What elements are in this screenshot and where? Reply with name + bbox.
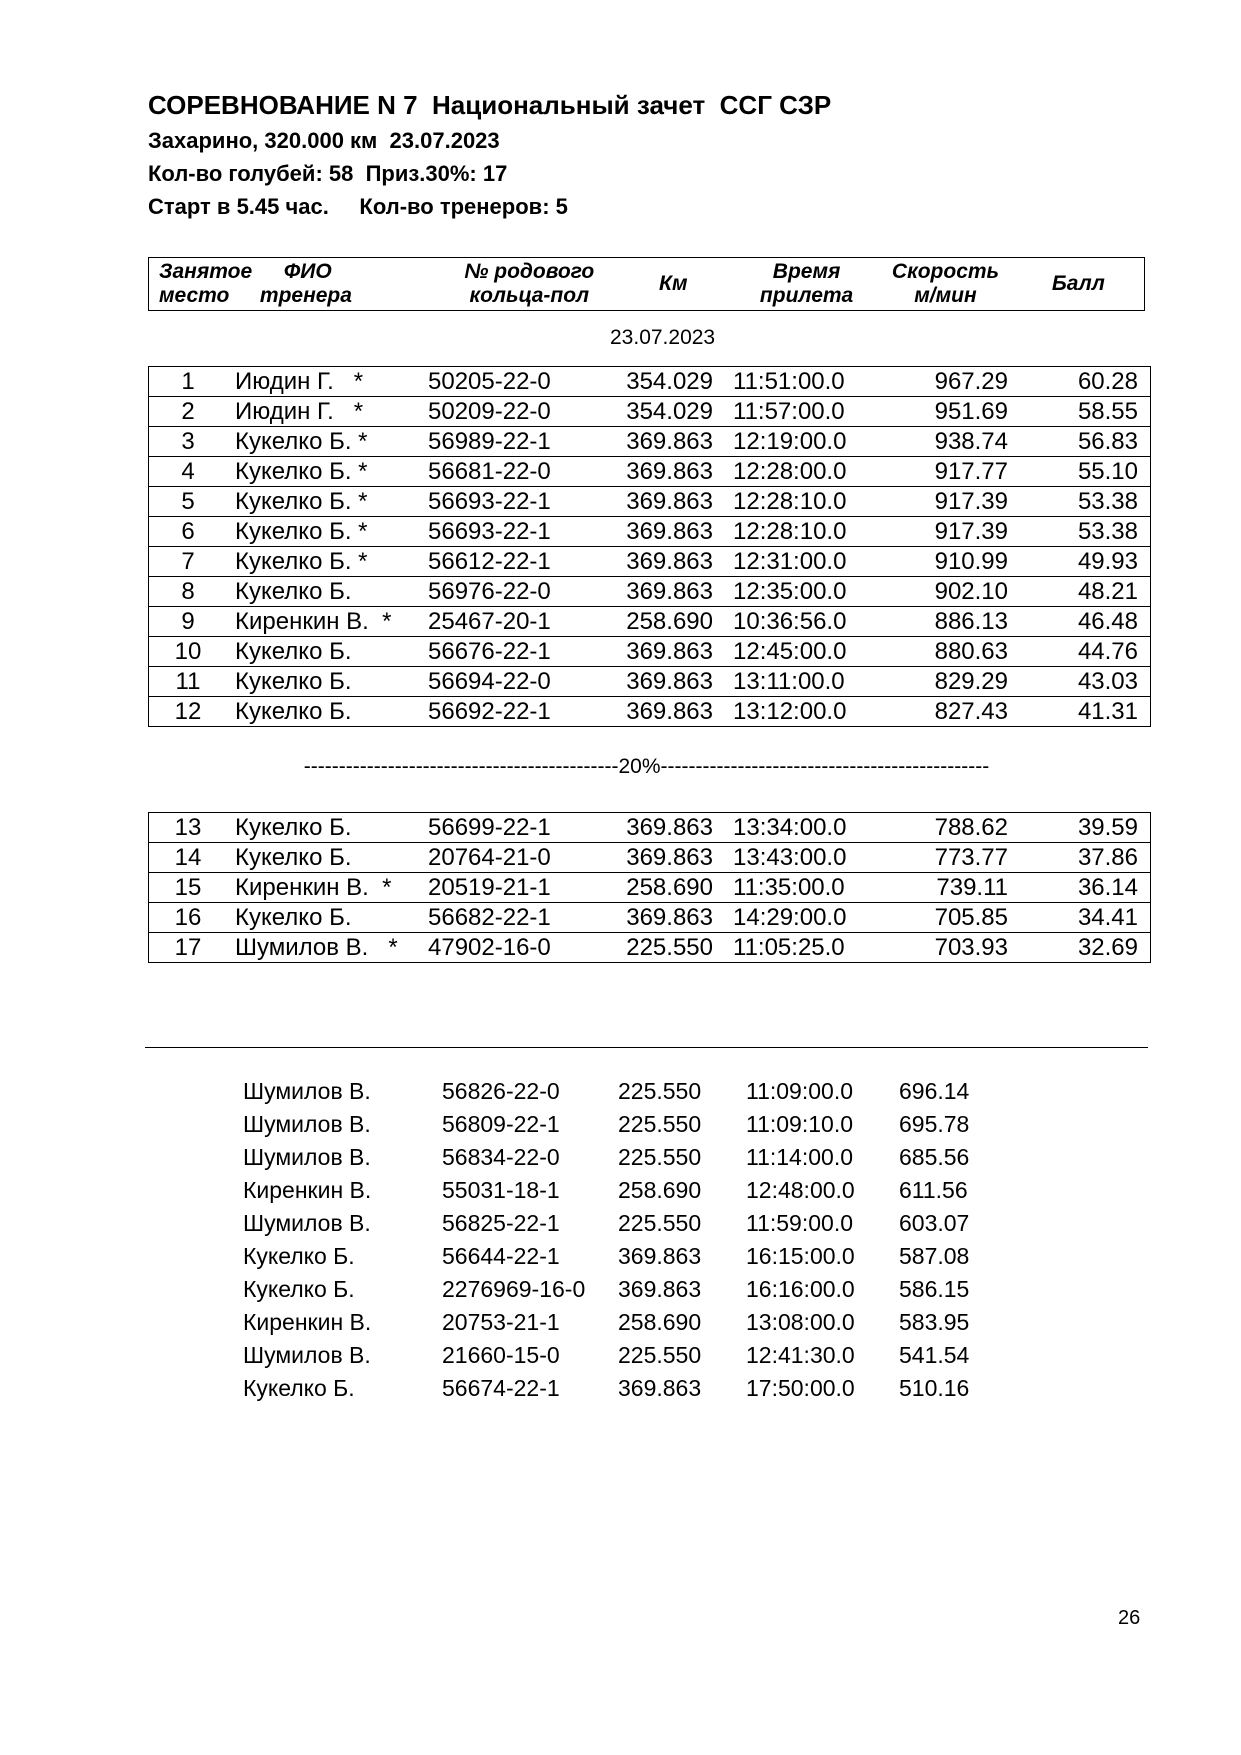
- cell-trainer: Кукелко Б.: [227, 843, 424, 873]
- col-header-km: Км: [618, 258, 735, 311]
- item-ring: 55031-18-1: [442, 1177, 560, 1203]
- cell-ring: 20764-21-0: [424, 843, 603, 873]
- item-ring: 56644-22-1: [442, 1243, 560, 1269]
- cell-trainer: Кукелко Б.: [227, 813, 424, 843]
- cell-km: 369.863: [603, 517, 719, 547]
- table-row: [149, 487, 1151, 517]
- item-trainer: Шумилов В.: [243, 1210, 371, 1236]
- item-speed: 685.56: [899, 1144, 970, 1170]
- cell-place: 12: [149, 697, 228, 727]
- cell-ball: 44.76: [1008, 637, 1151, 667]
- cell-trainer: Июдин Г. *: [227, 367, 424, 397]
- cell-ball: 58.55: [1008, 397, 1151, 427]
- cell-place: 5: [149, 487, 228, 517]
- results-column-header: [148, 257, 1145, 311]
- cell-speed: 886.13: [875, 607, 1008, 637]
- cell-arrival-time: 13:11:00.0: [719, 667, 875, 697]
- cell-speed: 917.39: [875, 487, 1008, 517]
- item-km: 225.550: [618, 1210, 702, 1236]
- cell-trainer: Кукелко Б. *: [227, 487, 424, 517]
- cell-arrival-time: 12:31:00.0: [719, 547, 875, 577]
- item-ring: 20753-21-1: [442, 1309, 560, 1335]
- cell-speed: 917.77: [875, 457, 1008, 487]
- cell-ring: 56699-22-1: [424, 813, 603, 843]
- cell-ring: 50209-22-0: [424, 397, 603, 427]
- cell-trainer: Кукелко Б. *: [227, 547, 424, 577]
- cell-place: 11: [149, 667, 228, 697]
- cell-ball: 34.41: [1008, 903, 1151, 933]
- table-row: [149, 813, 1151, 843]
- cell-ring: 47902-16-0: [424, 933, 603, 963]
- cell-place: 9: [149, 607, 228, 637]
- page-number: 26: [1118, 1607, 1141, 1629]
- cell-arrival-time: 12:28:10.0: [719, 517, 875, 547]
- cell-arrival-time: 12:28:00.0: [719, 457, 875, 487]
- cell-ring: 56681-22-0: [424, 457, 603, 487]
- cell-place: 8: [149, 577, 228, 607]
- race-date-label: 23.07.2023: [610, 326, 716, 349]
- col-header-ball: Балл: [1013, 258, 1145, 311]
- table-row: [149, 517, 1151, 547]
- cell-speed: 827.43: [875, 697, 1008, 727]
- cell-arrival-time: 12:45:00.0: [719, 637, 875, 667]
- item-arrival-time: 11:09:00.0: [746, 1078, 854, 1104]
- col-header-speed: Скорость м/мин: [878, 258, 1012, 311]
- cell-place: 15: [149, 873, 228, 903]
- cell-arrival-time: 11:51:00.0: [719, 367, 875, 397]
- cell-km: 369.863: [603, 547, 719, 577]
- cell-speed: 705.85: [875, 903, 1008, 933]
- cell-place: 6: [149, 517, 228, 547]
- item-speed: 696.14: [899, 1078, 970, 1104]
- item-ring: 56825-22-1: [442, 1210, 560, 1236]
- item-arrival-time: 12:48:00.0: [746, 1177, 855, 1203]
- cell-place: 7: [149, 547, 228, 577]
- cell-trainer: Кукелко Б. *: [227, 517, 424, 547]
- cell-place: 1: [149, 367, 228, 397]
- cell-km: 354.029: [603, 367, 719, 397]
- cell-arrival-time: 12:19:00.0: [719, 427, 875, 457]
- results-top-body: [149, 367, 1151, 727]
- cell-trainer: Шумилов В. *: [227, 933, 424, 963]
- item-ring: 56809-22-1: [442, 1111, 560, 1137]
- cell-arrival-time: 13:43:00.0: [719, 843, 875, 873]
- cell-speed: 910.99: [875, 547, 1008, 577]
- cell-ball: 36.14: [1008, 873, 1151, 903]
- item-km: 258.690: [618, 1309, 702, 1335]
- item-km: 225.550: [618, 1342, 702, 1368]
- item-km: 225.550: [618, 1111, 702, 1137]
- cell-ball: 53.38: [1008, 487, 1151, 517]
- document-header: [148, 88, 831, 223]
- item-arrival-time: 16:15:00.0: [746, 1243, 855, 1269]
- table-row: [149, 367, 1151, 397]
- table-row: [149, 873, 1151, 903]
- cell-place: 4: [149, 457, 228, 487]
- cell-speed: 951.69: [875, 397, 1008, 427]
- item-arrival-time: 13:08:00.0: [746, 1309, 855, 1335]
- cell-ball: 39.59: [1008, 813, 1151, 843]
- results-bottom-body: [149, 813, 1151, 963]
- table-row: [149, 933, 1151, 963]
- pigeon-count-prizes: Кол-во голубей: 58 Приз.30%: 17: [148, 161, 508, 186]
- item-km: 369.863: [618, 1276, 702, 1302]
- item-km: 225.550: [618, 1078, 702, 1104]
- cell-ring: 25467-20-1: [424, 607, 603, 637]
- table-row: [149, 607, 1151, 637]
- item-ring: 21660-15-0: [442, 1342, 560, 1368]
- cell-arrival-time: 12:28:10.0: [719, 487, 875, 517]
- item-trainer: Кукелко Б.: [243, 1243, 355, 1269]
- table-row: [149, 427, 1151, 457]
- table-row: [149, 457, 1151, 487]
- item-speed: 611.56: [899, 1177, 968, 1203]
- page-title: СОРЕВНОВАНИЕ N 7 Национальный зачет ССГ СЗР: [148, 90, 832, 120]
- item-trainer: Шумилов В.: [243, 1342, 371, 1368]
- cell-speed: 739.11: [875, 873, 1008, 903]
- cell-speed: 788.62: [875, 813, 1008, 843]
- results-table-bottom: [148, 812, 1151, 963]
- cell-trainer: Июдин Г. *: [227, 397, 424, 427]
- cell-ring: 20519-21-1: [424, 873, 603, 903]
- item-km: 258.690: [618, 1177, 702, 1203]
- item-trainer: Киренкин В.: [243, 1177, 372, 1203]
- cell-ball: 37.86: [1008, 843, 1151, 873]
- item-arrival-time: 17:50:00.0: [746, 1375, 855, 1401]
- cell-km: 258.690: [603, 607, 719, 637]
- cell-trainer: Кукелко Б.: [227, 903, 424, 933]
- cell-ring: 56976-22-0: [424, 577, 603, 607]
- cell-ball: 48.21: [1008, 577, 1151, 607]
- table-row: [149, 637, 1151, 667]
- location-distance-date: Захарино, 320.000 км 23.07.2023: [148, 128, 500, 153]
- cell-place: 13: [149, 813, 228, 843]
- cell-km: 369.863: [603, 843, 719, 873]
- col-header-time: Время прилета: [735, 258, 878, 311]
- cell-ball: 46.48: [1008, 607, 1151, 637]
- cell-km: 369.863: [603, 487, 719, 517]
- table-row: [149, 843, 1151, 873]
- cell-trainer: Кукелко Б.: [227, 697, 424, 727]
- table-row: [149, 547, 1151, 577]
- item-trainer: Киренкин В.: [243, 1309, 372, 1335]
- cell-ball: 60.28: [1008, 367, 1151, 397]
- cell-place: 14: [149, 843, 228, 873]
- cell-km: 369.863: [603, 637, 719, 667]
- item-arrival-time: 11:59:00.0: [746, 1210, 854, 1236]
- col-header-place: Занятое место: [149, 258, 238, 311]
- cell-speed: 703.93: [875, 933, 1008, 963]
- item-arrival-time: 11:09:10.0: [746, 1111, 854, 1137]
- cell-arrival-time: 11:57:00.0: [719, 397, 875, 427]
- cell-arrival-time: 13:12:00.0: [719, 697, 875, 727]
- cell-ball: 32.69: [1008, 933, 1151, 963]
- item-km: 369.863: [618, 1375, 702, 1401]
- item-ring: 2276969-16-0: [442, 1276, 586, 1302]
- table-row: [149, 397, 1151, 427]
- item-ring: 56674-22-1: [442, 1375, 560, 1401]
- cell-speed: 917.39: [875, 517, 1008, 547]
- item-speed: 603.07: [899, 1210, 970, 1236]
- table-row: [149, 667, 1151, 697]
- item-ring: 56826-22-0: [442, 1078, 560, 1104]
- cell-trainer: Кукелко Б.: [227, 667, 424, 697]
- cell-ball: 53.38: [1008, 517, 1151, 547]
- cell-km: 369.863: [603, 903, 719, 933]
- cell-arrival-time: 10:36:56.0: [719, 607, 875, 637]
- col-header-ring: № родового кольца-пол: [437, 258, 618, 311]
- cell-arrival-time: 11:35:00.0: [719, 873, 875, 903]
- cell-place: 16: [149, 903, 228, 933]
- results-table-top: [148, 366, 1151, 727]
- item-arrival-time: 12:41:30.0: [746, 1342, 855, 1368]
- cell-place: 10: [149, 637, 228, 667]
- cell-ring: 56694-22-0: [424, 667, 603, 697]
- cell-place: 2: [149, 397, 228, 427]
- cell-ring: 56612-22-1: [424, 547, 603, 577]
- item-trainer: Кукелко Б.: [243, 1276, 355, 1302]
- cell-ball: 56.83: [1008, 427, 1151, 457]
- cell-ring: 50205-22-0: [424, 367, 603, 397]
- item-km: 369.863: [618, 1243, 702, 1269]
- cell-km: 258.690: [603, 873, 719, 903]
- item-arrival-time: 16:16:00.0: [746, 1276, 855, 1302]
- table-row: [149, 577, 1151, 607]
- cell-km: 369.863: [603, 667, 719, 697]
- cell-ring: 56676-22-1: [424, 637, 603, 667]
- cell-ball: 43.03: [1008, 667, 1151, 697]
- item-trainer: Шумилов В.: [243, 1078, 371, 1104]
- cell-ring: 56989-22-1: [424, 427, 603, 457]
- cell-trainer: Кукелко Б.: [227, 637, 424, 667]
- item-speed: 695.78: [899, 1111, 970, 1137]
- cell-place: 17: [149, 933, 228, 963]
- cell-arrival-time: 13:34:00.0: [719, 813, 875, 843]
- cell-km: 369.863: [603, 813, 719, 843]
- item-trainer: Шумилов В.: [243, 1144, 371, 1170]
- item-trainer: Шумилов В.: [243, 1111, 371, 1137]
- cell-speed: 938.74: [875, 427, 1008, 457]
- cell-place: 3: [149, 427, 228, 457]
- cell-speed: 967.29: [875, 367, 1008, 397]
- cell-arrival-time: 14:29:00.0: [719, 903, 875, 933]
- start-time-trainers: Старт в 5.45 час. Кол-во тренеров: 5: [148, 194, 568, 219]
- cell-km: 369.863: [603, 697, 719, 727]
- item-km: 225.550: [618, 1144, 702, 1170]
- cell-speed: 880.63: [875, 637, 1008, 667]
- item-speed: 587.08: [899, 1243, 970, 1269]
- cell-trainer: Кукелко Б.: [227, 577, 424, 607]
- cell-speed: 829.29: [875, 667, 1008, 697]
- cell-ring: 56693-22-1: [424, 517, 603, 547]
- cell-ball: 49.93: [1008, 547, 1151, 577]
- cell-km: 369.863: [603, 457, 719, 487]
- cell-speed: 773.77: [875, 843, 1008, 873]
- item-speed: 541.54: [899, 1342, 970, 1368]
- cell-trainer: Кукелко Б. *: [227, 457, 424, 487]
- item-arrival-time: 11:14:00.0: [746, 1144, 854, 1170]
- cell-ball: 41.31: [1008, 697, 1151, 727]
- cell-ring: 56693-22-1: [424, 487, 603, 517]
- col-header-name: ФИО тренера: [238, 258, 437, 311]
- cell-ring: 56692-22-1: [424, 697, 603, 727]
- cell-ball: 55.10: [1008, 457, 1151, 487]
- table-row: [149, 903, 1151, 933]
- cell-km: 369.863: [603, 577, 719, 607]
- table-row: [149, 697, 1151, 727]
- cell-trainer: Киренкин В. *: [227, 607, 424, 637]
- percent-separator: ---------------------------------------------20%-----------------------------------------------: [303, 755, 990, 778]
- item-trainer: Кукелко Б.: [243, 1375, 355, 1401]
- cell-km: 354.029: [603, 397, 719, 427]
- cell-trainer: Киренкин В. *: [227, 873, 424, 903]
- cell-trainer: Кукелко Б. *: [227, 427, 424, 457]
- item-speed: 510.16: [899, 1375, 970, 1401]
- cell-speed: 902.10: [875, 577, 1008, 607]
- item-speed: 586.15: [899, 1276, 970, 1302]
- cell-km: 225.550: [603, 933, 719, 963]
- item-ring: 56834-22-0: [442, 1144, 560, 1170]
- cell-arrival-time: 12:35:00.0: [719, 577, 875, 607]
- cell-arrival-time: 11:05:25.0: [719, 933, 875, 963]
- cell-ring: 56682-22-1: [424, 903, 603, 933]
- section-divider: [145, 1047, 1148, 1048]
- item-speed: 583.95: [899, 1309, 970, 1335]
- cell-km: 369.863: [603, 427, 719, 457]
